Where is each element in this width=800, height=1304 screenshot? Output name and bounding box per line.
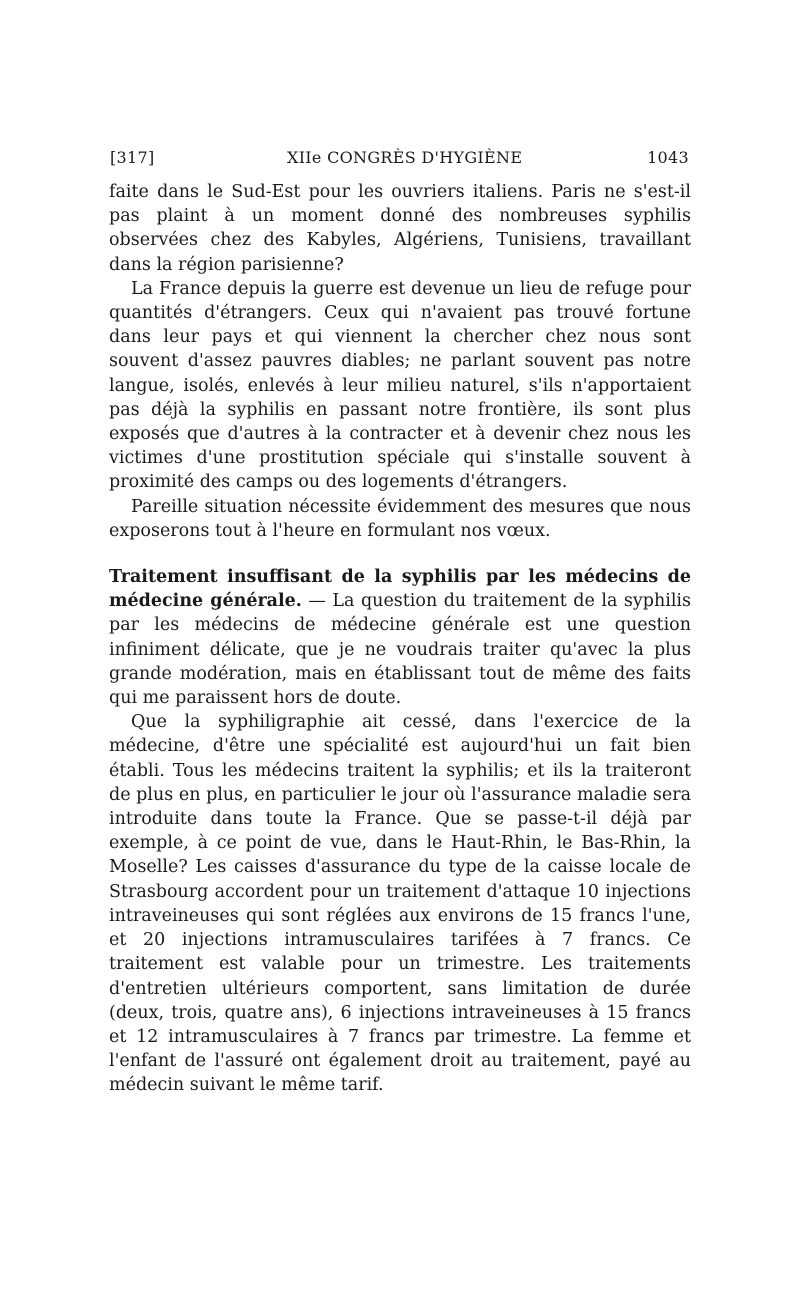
section-heading: Traitement insuffisant de la syphilis par les médecins de médecine générale. <box>109 567 691 612</box>
paragraph-syphiligraphy: Que la syphiligraphie ait cessé, dans l'exercice de la médecine, d'être une spécialité est aujourd'hui un fait bien établi. Tous les médecins traitent la syphilis; et ils la traiteront de plus en plus, en particulier le jour où l'assurance maladie sera introduite dans toute la France. Que se passe-t-il déjà par exemple, à ce point de vue, dans le Haut-Rhin, le Bas-Rhin, la Moselle? Les caisses d'assurance du type de la caisse locale de Strasbourg accordent pour un traitement d'attaque 10 injections intraveineuses qui sont réglées aux environs de 15 francs l'une, et 20 injections intramusculaires tarifées à 7 francs. Ce traitement est valable pour un trimestre. Les traitements d'entretien ultérieurs comportent, sans limitation de durée (deux, trois, quatre ans), 6 injections intraveineuses à 15 francs et 12 intramusculaires à 7 francs par trimestre. La femme et l'enfant de l'assuré ont également droit au traitement, payé au médecin suivant le même tarif. <box>109 712 691 1096</box>
section-spacer <box>109 543 691 565</box>
book-page <box>109 148 691 1098</box>
page-reference: [317] <box>110 148 155 167</box>
section-lead-text: — La question du traitement de la syphilis par les médecins de médecine générale est une question infiniment délicate, que je ne voudrais traiter qu'avec la plus grande modération, mais en établissant tout de même des faits qui me paraissent hors de doute. <box>109 591 691 709</box>
running-head <box>109 148 691 172</box>
page-number: 1043 <box>647 148 689 167</box>
paragraph-situation: Pareille situation nécessite évidemment des mesures que nous exposerons tout à l'heure en formulant nos vœux. <box>109 496 691 541</box>
paragraph-foreigners: La France depuis la guerre est devenue un lieu de refuge pour quantités d'étrangers. Ceux qui n'avaient pas trouvé fortune dans leur pays et qui viennent la chercher chez nous sont souvent d'assez pauvres diables; ne parlant souvent pas notre langue, isolés, enlevés à leur milieu naturel, s'ils n'apportaient pas déjà la syphilis en passant notre frontière, ils sont plus exposés que d'autres à la contracter et à devenir chez nous les victimes d'une prostitution spéciale qui s'installe souvent à proximité des camps ou des logements d'étrangers. <box>109 278 691 493</box>
section-paragraph <box>109 565 691 710</box>
running-title: XIIe CONGRÈS D'HYGIÈNE <box>287 148 523 167</box>
paragraph-continuation: faite dans le Sud-Est pour les ouvriers italiens. Paris ne s'est-il pas plaint à un moment donné des nombreuses syphilis observées chez des Kabyles, Algériens, Tunisiens, travaillant dans la région parisienne? <box>109 182 691 275</box>
